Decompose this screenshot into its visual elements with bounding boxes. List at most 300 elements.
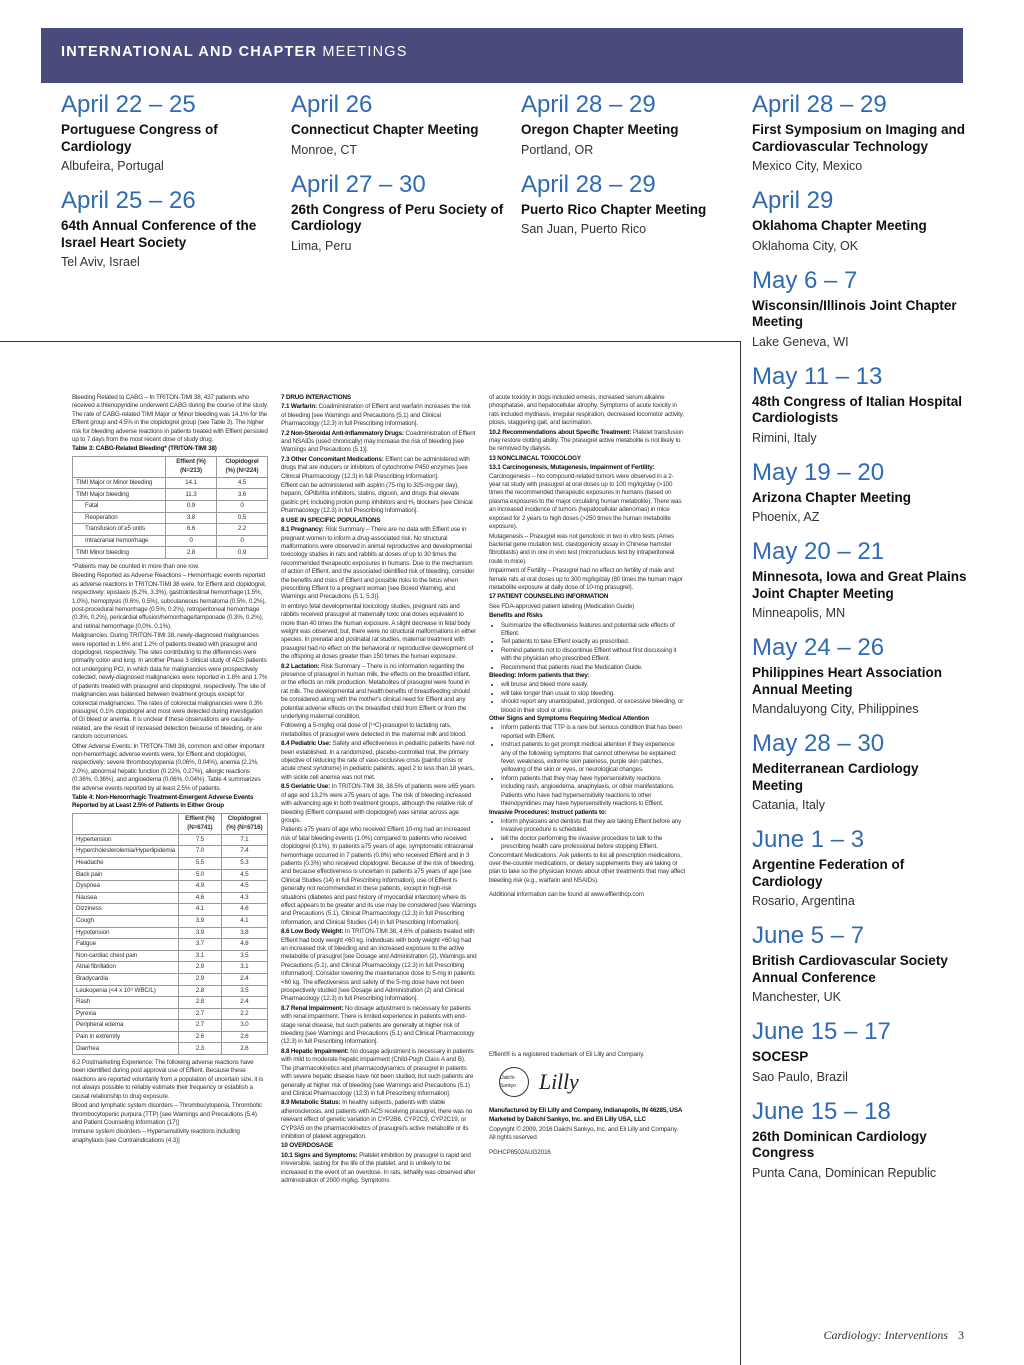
meeting-date: May 20 – 21 (752, 538, 885, 565)
meeting-location: San Juan, Puerto Rico (521, 222, 647, 236)
pi-paragraph (281, 526, 477, 602)
pi-text: Risk Summary – There is no information regarding the presence of prasugrel in human milk, the effects on the breastfed infant, or the effects on milk production. Metabolites of prasugrel were found in rat milk. The developmental and health benefits of breastfeeding should be considered along with the mother's clinical need for Effient and any potential adverse effects on the breastfed child from Effient or from the underlying maternal condition. (281, 662, 471, 721)
pi-column-2 (281, 394, 477, 1186)
table-cell: 3.8 (221, 927, 267, 939)
meeting-location: Phoenix, AZ (752, 510, 820, 524)
list-item: • inform physicians and dentists that they are taking Effient before any invasive procedure is scheduled. (501, 818, 685, 835)
pi-paragraph (281, 1152, 477, 1186)
table-cell: 0.9 (166, 501, 217, 513)
pi-heading: 13 NONCLINICAL TOXICOLOGY (489, 454, 581, 462)
table-cell: 11.3 (166, 489, 217, 501)
pi-bleeding-ae: Bleeding Reported as Adverse Reactions – Hemorrhagic events reported as adverse reactions in TRITON-TIMI 38 were, for Effient and clopidogrel, respectively: epistaxis (6.2%, 3.3%), gastrointestinal hemorrhage (1.5%, 1.0%), hemoptysis (0.6%, 0.5%), subcutaneous hematoma (0.5%, 0.2%), post-procedural hemorrhage (0.5%, 0.2%), retroperitoneal hemorrhage (0.3%, 0.2%), pericardial effusion/hemorrhage/tamponade (0.3%, 0.2%), and retinal hemorrhage (0.0%, 0.1%). (72, 572, 267, 630)
table-cell: Fatal (73, 501, 166, 513)
meeting-entry (521, 172, 739, 238)
meeting-entry (752, 268, 970, 350)
pi-heading: 8.2 Lactation: (281, 662, 320, 670)
list-item: • should report any unanticipated, prolonged, or excessive bleeding, or blood in their stool or urine. (501, 698, 685, 715)
pi-heading: 8.8 Hepatic Impairment: (281, 1047, 349, 1055)
table-row (73, 973, 268, 985)
lilly-logo: Lilly (539, 1068, 579, 1094)
company-logos (499, 1067, 685, 1097)
pi-column-1 (72, 394, 268, 1146)
meetings-column-1 (61, 92, 279, 284)
other-signs-heading: Other Signs and Symptoms Requiring Medical Attention (489, 715, 649, 723)
table-cell: 4.9 (179, 881, 222, 893)
pi-paragraph (281, 456, 477, 481)
pi-text: Coadministration of Effient and NSAIDs (used chronically) may increase the risk of bleeding [see Warnings and Precautions (5.1)]. (281, 429, 476, 454)
table-cell: 2.7 (179, 1008, 222, 1020)
table-row (73, 489, 268, 501)
pi-text: Effient can be administered with drugs that are inducers or inhibitors of cytochrome P450 enzymes [see Clinical Pharmacology (12.3) in full Prescribing Information]. (281, 455, 470, 480)
pi-heading: 7 DRUG INTERACTIONS (281, 394, 351, 401)
meeting-date: April 27 – 30 (291, 170, 426, 198)
table-cell: 5.5 (179, 857, 222, 869)
table-cell: 0.9 (217, 547, 268, 559)
meeting-date: May 6 – 7 (752, 266, 858, 294)
meeting-date: May 28 – 30 (752, 730, 885, 757)
table-cell: 3.1 (179, 950, 222, 962)
pi-heading: 8.9 Metabolic Status: (281, 1099, 341, 1107)
meeting-entry (752, 923, 970, 1005)
table-cell: 2.2 (217, 524, 268, 536)
pi-heading: 10.1 Signs and Symptoms: (281, 1151, 358, 1159)
meeting-title: Minnesota, Iowa and Great Plains Joint Chapter Meeting (752, 569, 967, 601)
meeting-date: June 5 – 7 (752, 922, 865, 949)
table-cell: 7.5 (179, 834, 222, 846)
pi-paragraph (281, 783, 477, 825)
table-cell: 2.9 (179, 973, 222, 985)
meeting-title: 26th Congress of Peru Society of Cardiology (291, 201, 504, 233)
table-cell: 2.6 (221, 1031, 267, 1043)
meeting-title: Mediterranean Cardiology Meeting (752, 761, 919, 793)
table-cell: 2.4 (221, 973, 267, 985)
table3-note: *Patients may be counted in more than one row. (72, 563, 200, 570)
table-cell: 2.6 (179, 1031, 222, 1043)
meeting-location: Lima, Peru (291, 238, 352, 253)
pi-heading: 10.2 Recommendations about Specific Treatment: (489, 428, 632, 436)
pi-paragraph (281, 430, 477, 455)
meeting-date: June 1 – 3 (752, 826, 865, 853)
table-cell: TIMI Major bleeding (73, 489, 166, 501)
table-row (73, 547, 268, 559)
header-banner (41, 28, 963, 83)
pi-text: Platelet inhibition by prasugrel is rapid and irreversible, lasting for the life of the platelet, and is unlikely to be increased in the event of an overdose. In rats, lethality was observed after administration of 2000 mg/kg. Symptoms (281, 1151, 476, 1184)
table-row (73, 524, 268, 536)
meetings-column-3 (521, 92, 739, 251)
table-cell: 0 (217, 535, 268, 547)
table-cell: Pain in extremity (73, 1031, 179, 1043)
meeting-date: April 29 (752, 187, 834, 214)
meeting-entry (752, 1019, 970, 1085)
copyright-line: Copyright © 2009, 2016 Daiichi Sankyo, Inc. and Eli Lilly and Company. All rights reserved. (489, 1125, 678, 1142)
pi-paragraph (489, 429, 685, 454)
pi-column-3 (489, 394, 685, 1158)
pi-paragraph (489, 394, 685, 428)
table-cell: 3.8 (166, 512, 217, 524)
table-cell: Intracranial hemorrhage (73, 535, 166, 547)
table-row (73, 1043, 268, 1055)
meeting-title: Arizona Chapter Meeting (752, 489, 912, 505)
meeting-date: April 28 – 29 (521, 170, 656, 198)
meeting-entry (752, 539, 970, 621)
meeting-title: Puerto Rico Chapter Meeting (521, 201, 707, 217)
meeting-entry (752, 364, 970, 446)
pi-paragraph (489, 464, 685, 531)
table-header-cell: Effient (%) (N=213) (166, 456, 217, 477)
meeting-location: Lake Geneva, WI (752, 334, 849, 349)
meeting-title: Argentine Federation of Cardiology (752, 857, 905, 889)
table-row (73, 927, 268, 939)
table-cell: 4.6 (221, 904, 267, 916)
pi-heading: 8.6 Low Body Weight: (281, 928, 344, 936)
pi-paragraph (489, 593, 685, 601)
list-item: • Summarize the effectiveness features and potential side effects of Effient. (501, 622, 685, 639)
table-row (73, 834, 268, 846)
table-cell: Nausea (73, 892, 179, 904)
table-row (73, 1020, 268, 1032)
pi-paragraph (281, 826, 477, 927)
list-item: • Inform patients that TTP is a rare but serious condition that has been reported with Effient. (501, 724, 685, 741)
table-cell: 3.9 (179, 927, 222, 939)
table-row (73, 892, 268, 904)
meeting-title: 64th Annual Conference of the Israel Heart Society (61, 218, 257, 250)
pi-heading: 17 PATIENT COUNSELING INFORMATION (489, 593, 609, 601)
meeting-title: Philippines Heart Association Annual Meeting (752, 665, 943, 697)
meeting-location: Mandaluyong City, Philippines (752, 702, 919, 716)
benefits-risks-list (489, 622, 685, 672)
pi-heading: Benefits and Risks (489, 612, 543, 620)
pi-text: Patients ≥75 years of age who received Effient 10-mg had an increased risk of fatal bleeding events (1.0%) compared to patients who received clopidogrel (0.1%). In patients ≥75 years of age, symptomatic intracranial hemorrhage occurred in 7 patients (0.8%) who received Effient and in 3 patients (0.3%) who received clopidogrel. Because of the risk of bleeding, and because effectiveness is uncertain in patients ≥75 years of age [see Clinical Studies (14) in full Prescribing Information], use of Effient is generally not recommended in these patients, except in high-risk situations (diabetes and past history of myocardial infarction) where its effect appears to be greater and its use may be considered [see Warnings and Precautions (5.1), Clinical Pharmacology (12.3) in full Prescribing Information, and Clinical Studies (14) in full Prescribing Information]. (281, 826, 477, 926)
meeting-entry (752, 827, 970, 909)
table-row (73, 915, 268, 927)
pi-paragraph (281, 603, 477, 662)
pi-heading: 7.3 Other Concomitant Medications: (281, 455, 384, 463)
table-cell: 4.5 (221, 881, 267, 893)
table-cell: 4.6 (179, 892, 222, 904)
meeting-title: Connecticut Chapter Meeting (291, 122, 479, 137)
table-cell: 14.1 (166, 477, 217, 489)
table-row (73, 997, 268, 1009)
table-header-cell: Clopidogrel (%) (N=6716) (221, 813, 267, 834)
meeting-location: Sao Paulo, Brazil (752, 1069, 848, 1084)
meeting-title: Portuguese Congress of Cardiology (61, 122, 218, 154)
list-item: • will take longer than usual to stop bleeding. (501, 690, 685, 698)
table-cell: 2.6 (221, 1043, 267, 1055)
meetings-column-2 (291, 92, 509, 268)
table-cell: Rash (73, 997, 179, 1009)
table-cell: Non-cardiac chest pain (73, 950, 179, 962)
meeting-location: Punta Cana, Dominican Republic (752, 1165, 937, 1180)
pi-text: In TRITON-TIMI 38, 4.6% of patients treated with Effient had body weight <60 kg. Individuals with body weight <60 kg had an increased risk of bleeding and an increased exposure to the active metabolite of prasugrel [see Dosage and Administration (2), Warnings and Precautions (5.1), and Clinical Pharmacology (12.3) in full Prescribing Information]. Consider lowering the maintenance dose to 5-mg in patients <60 kg. The effectiveness and safety of the 5-mg dose have not been prospectively studied [see Dosage and Administration (2) and Clinical Pharmacology (12.3) in full Prescribing Information]. (281, 928, 477, 1003)
invasive-heading: Invasive Procedures: Instruct patients to: (489, 808, 607, 816)
meeting-location: Manchester, UK (752, 990, 841, 1004)
trademark-note: Effient® is a registered trademark of Eli Lilly and Company. (489, 1050, 645, 1058)
pi-heading: 13.1 Carcinogenesis, Mutagenesis, Impairment of Fertility: (489, 464, 655, 472)
table-cell: 2.9 (179, 962, 222, 974)
pi-heading: 8.5 Geriatric Use: (281, 783, 331, 791)
table-cell: 3.5 (221, 985, 267, 997)
table-cell: 7.1 (221, 834, 267, 846)
pi-frame-top-border (0, 341, 740, 342)
pi-heading: 8 USE IN SPECIFIC POPULATIONS (281, 516, 381, 524)
pi-text: No dosage adjustment is necessary for patients with renal impairment. There is limited experience in patients with end-stage renal disease, but such patients are generally at higher risk of bleeding [see Warnings and Precautions (5.1) and Clinical Pharmacology (12.3) in full Prescribing Information]. (281, 1004, 475, 1046)
pi-malignancies: Malignancies: During TRITON-TIMI 38, newly-diagnosed malignancies were reported in 1.6% and 1.2% of patients treated with prasugrel and clopidogrel, respectively. The sites contributing to the differences were primarily colon and lung. In another Phase 3 clinical study of ACS patients not undergoing PCI, in which data for malignancies were prospectively collected, newly-diagnosed malignancies were reported in 1.8% and 1.7% of patients treated with prasugrel and clopidogrel, respectively. The site of malignancies was balanced between treatment groups except for colorectal malignancies. The rates of colorectal malignancies were 0.3% prasugrel, 0.1% clopidogrel and most were detected during investigation of GI bleed or anemia. It is unclear if these observations are causally-related, are the result of increased detection because of bleeding, or are random occurrences. (72, 632, 268, 741)
meeting-date: May 24 – 26 (752, 634, 885, 661)
meeting-entry (291, 92, 509, 158)
table-cell: 4.1 (221, 915, 267, 927)
pi-text: See FDA-approved patient labeling (Medication Guide) (489, 602, 635, 610)
table-row (73, 477, 268, 489)
pi-text: Coadministration of Effient and warfarin increases the risk of bleeding [see Warnings and Precautions (5.1) and Clinical Pharmacology (12.3) in full Prescribing Information]. (281, 403, 471, 428)
bleeding-list (489, 681, 685, 715)
pi-other-ae: Other Adverse Events: In TRITON-TIMI 38, common and other important non-hemorrhagic adverse events were, for Effient and clopidogrel, respectively: severe thrombocytopenia (0.06%, 0.04%), anemia (2.2%, 2.0%), abnormal hepatic function (0.22%, 0.27%), allergic reactions (0.36%, 0.36%), and angioedema (0.06%, 0.04%). Table 4 summarizes the adverse events reported by at least 2.5% of patients. (72, 742, 265, 792)
table-cell: 0 (217, 501, 268, 513)
table-cell: Back pain (73, 869, 179, 881)
table-cell: Transfusion of ≥5 units (73, 524, 166, 536)
table-cell: 7.0 (179, 846, 222, 858)
table-cell: 5.0 (179, 869, 222, 881)
table-cell: Leukopenia (<4 x 10⁹ WBC/L) (73, 985, 179, 997)
pi-text: In TRITON-TIMI 38, 38.5% of patients were ≥65 years of age and 13.2% were ≥75 years of age. The risk of bleeding increased with advancing age in both treatment groups, although the relative risk of bleeding (Effient compared with clopidogrel) was similar across age groups. (281, 783, 475, 824)
table-cell: 4.8 (221, 939, 267, 951)
table-header-cell (73, 456, 166, 477)
meeting-date: June 15 – 18 (752, 1097, 891, 1125)
pi-paragraph (281, 928, 477, 1004)
pi-paragraph (489, 612, 685, 620)
meeting-date: May 11 – 13 (752, 362, 883, 390)
table3-title: Table 3: CABG-Related Bleeding* (TRITON-TIMI 38) (72, 445, 217, 453)
meeting-title: British Cardiovascular Society Annual Conference (752, 953, 948, 985)
table-cell: Headache (73, 857, 179, 869)
table-row (73, 846, 268, 858)
meeting-location: Rosario, Argentina (752, 894, 855, 908)
meeting-entry (752, 188, 970, 254)
meeting-date: June 15 – 17 (752, 1018, 891, 1045)
page-number: 3 (958, 1328, 964, 1342)
meeting-location: Monroe, CT (291, 142, 357, 157)
pi-paragraph (281, 394, 477, 402)
pi-paragraph (281, 740, 477, 782)
table-cell: 4.1 (179, 904, 222, 916)
table-row (73, 535, 268, 547)
invasive-list (489, 818, 685, 852)
meeting-entry (752, 92, 970, 174)
table-cell: 2.8 (179, 985, 222, 997)
page-footer (823, 1328, 964, 1343)
meeting-entry (291, 172, 509, 254)
table-cell: Hypotension (73, 927, 179, 939)
meeting-title: SOCESP (752, 1049, 809, 1064)
table-row (73, 881, 268, 893)
meetings-column-4 (752, 92, 970, 1195)
list-item: • will bruise and bleed more easily. (501, 681, 685, 689)
table-cell: 3.5 (221, 950, 267, 962)
pi-heading: 10 OVERDOSAGE (281, 1142, 333, 1150)
meeting-date: May 19 – 20 (752, 458, 885, 486)
pi-text: Safety and effectiveness in pediatric patients have not been established. In a randomized, placebo-controlled trial, the primary objective of reducing the rate of vaso-occlusive crisis (painful crisis or acute chest syndrome) in pediatric patients, aged 2 to less than 18 years, with sickle cell anemia was not met. (281, 740, 475, 781)
meeting-location: Mexico City, Mexico (752, 159, 863, 173)
table-cell: 3.9 (179, 915, 222, 927)
pi-immune-disorders: Immune system disorders – Hypersensitivity reactions including anaphylaxis [see Contraindications (4.3)] (72, 1128, 240, 1144)
pi-paragraph (489, 533, 685, 567)
table-cell: 0.5 (217, 512, 268, 524)
meeting-location: Oklahoma City, OK (752, 238, 859, 253)
meeting-entry (61, 188, 279, 270)
table-row (73, 962, 268, 974)
meeting-date: April 22 – 25 (61, 91, 196, 118)
pi-paragraph (281, 1048, 477, 1098)
meeting-location: Portland, OR (521, 142, 594, 157)
table-cell: 2.8 (166, 547, 217, 559)
pi-heading: 8.1 Pregnancy: (281, 526, 324, 534)
meeting-date: April 26 (291, 91, 373, 118)
table-row (73, 1031, 268, 1043)
meeting-title: Oklahoma Chapter Meeting (752, 218, 927, 233)
marketer-line: Marketed by Daiichi Sankyo, Inc. and Eli Lilly USA, LLC (489, 1116, 646, 1124)
pi-paragraph (489, 603, 685, 611)
meeting-entry (752, 460, 970, 526)
table-cell: Atrial fibrillation (73, 962, 179, 974)
table-cell: 3.6 (217, 489, 268, 501)
daiichi-sankyo-logo: Daiichi-Sankyo (499, 1067, 529, 1097)
table-cell: 3.1 (221, 962, 267, 974)
table-cell: 2.4 (221, 997, 267, 1009)
pi-text: Following a 5-mg/kg oral dose of [¹⁴C]-prasugrel to lactating rats, metabolites of prasugrel were detected in the maternal milk and blood. (281, 722, 467, 738)
pi-paragraph (489, 455, 685, 463)
additional-info: Additional information can be found at www.effienthcp.com (489, 891, 644, 899)
pi-paragraph (281, 1142, 477, 1150)
table4-adverse-events (72, 813, 268, 1055)
table-header-cell (73, 813, 179, 834)
table-cell: 2.3 (179, 1043, 222, 1055)
list-item: • Remind patients not to discontinue Effient without first discussing it with the physician who prescribed Effient. (501, 647, 685, 664)
pi-text: Platelet transfusion may restore clotting ability. The prasugrel active metabolite is not likely to be removed by dialysis. (489, 428, 684, 453)
table-cell: 3.0 (221, 1020, 267, 1032)
table-cell: Hypercholesterolemia/Hyperlipidemia (73, 846, 179, 858)
pi-frame-right-border (740, 341, 741, 1365)
other-signs-list (489, 724, 685, 808)
pi-postmarketing: 6.2 Postmarketing Experience: The following adverse reactions have been identified during post approval use of Effient. Because these reactions are reported voluntarily from a population of uncertain size, it is not always possible to reliably estimate their frequency or establish a causal relationship to drug exposure. (72, 1059, 264, 1100)
meeting-title: First Symposium on Imaging and Cardiovascular Technology (752, 122, 966, 154)
list-item: • tell the doctor performing the invasive procedure to talk to the prescribing health care professional before stopping Effient. (501, 835, 685, 852)
table-row (73, 512, 268, 524)
pi-text: In embryo fetal developmental toxicology studies, pregnant rats and rabbits received prasugrel at maternally toxic oral doses equivalent to more than 40 times the human exposure. A slight decrease in fetal body weight was observed; but, there were no structural malformations in either species. In prenatal and postnatal rat studies, maternal treatment with prasugrel had no effect on the behavioral or reproductive development of the offspring at doses greater than 150 times the human exposure. (281, 602, 477, 661)
pi-text: Effient can be administered with aspirin (75-mg to 325-mg per day), heparin, GPIIb/IIIa inhibitors, statins, digoxin, and drugs that elevate gastric pH, including proton pump inhibitors and H₂ blockers [see Clinical Pharmacology (12.3) in full Prescribing Information]. (281, 482, 473, 515)
pi-text: Impairment of Fertility – Prasugrel had no effect on fertility of male and female rats at oral doses up to 300 mg/kg/day (80 times the human major metabolite exposure at daily dose of 10-mg prasugrel). (489, 567, 683, 591)
table-row (73, 501, 268, 513)
pi-cabg-intro: Bleeding Related to CABG – In TRITON-TIMI 38, 437 patients who received a thienopyridine underwent CABG during the course of the study. The rate of CABG-related TIMI Major or Minor bleeding was 14.1% for the Effient group and 4.5% in the clopidogrel group (see Table 3). The higher risk for bleeding adverse reactions in patients treated with Effient persisted up to 7 days from the most recent dose of study drug. (72, 394, 268, 444)
meeting-date: April 28 – 29 (752, 91, 887, 118)
table-cell: 4.5 (217, 477, 268, 489)
pi-text: Mutagenesis – Prasugrel was not genotoxic in two in vitro tests (Ames bacterial gene mutation test, clastogenicity assay in Chinese hamster fibroblasts) and in one in vivo test (micronucleus test by intraperitoneal route in mice). (489, 532, 675, 565)
pi-text: No dosage adjustment is necessary in patients with mild to moderate hepatic impairment (Child-Pugh Class A and B). The pharmacokinetics and pharmacodynamics of prasugrel in patients with severe hepatic disease have not been studied, but such patients are generally at higher risk of bleeding [see Warnings and Precautions (5.1) and Clinical Pharmacology (12.3) in full Prescribing Information]. (281, 1047, 474, 1097)
table-cell: Dizziness (73, 904, 179, 916)
table-cell: Diarrhea (73, 1043, 179, 1055)
table-row (73, 985, 268, 997)
journal-name: Cardiology: Interventions (823, 1328, 948, 1342)
meeting-title: Wisconsin/Illinois Joint Chapter Meeting (752, 297, 957, 329)
meeting-location: Minneapolis, MN (752, 606, 846, 620)
meeting-entry (521, 92, 739, 158)
table-row (73, 904, 268, 916)
table-row (73, 857, 268, 869)
concomitant-medications: Concomitant Medications: Ask patients to list all prescription medications, over-the-counter medications, or dietary supplements they are taking or plan to take so the physician knows about other treatments that may affect bleeding risk (e.g., warfarin and NSAIDs). (489, 851, 685, 884)
pi-paragraph (489, 567, 685, 592)
pi-paragraph (281, 482, 477, 516)
pi-heading: 7.2 Non-Steroidal Anti-Inflammatory Drugs: (281, 429, 404, 437)
document-code: PGHCP8502AUG2016 (489, 1148, 551, 1156)
table-cell: 2.2 (221, 1008, 267, 1020)
table-cell: Hypertension (73, 834, 179, 846)
table-cell: 4.3 (221, 892, 267, 904)
pi-paragraph (281, 1099, 477, 1141)
table-cell: 5.3 (221, 857, 267, 869)
meeting-entry (752, 731, 970, 813)
meeting-entry (752, 635, 970, 717)
pi-paragraph (281, 403, 477, 428)
pi-text: In healthy subjects, patients with stable atherosclerosis, and patients with ACS receiving prasugrel, there was no relevant effect of genetic variation in CYP2B6, CYP2C9, CYP2C19, or CYP3A5 on the pharmacokinetics of prasugrel's active metabolite or its inhibition of platelet aggregation. (281, 1099, 473, 1140)
table-cell: Reoperation (73, 512, 166, 524)
meeting-entry (61, 92, 279, 174)
table-cell: 0 (166, 535, 217, 547)
table-cell: 3.7 (179, 939, 222, 951)
meeting-title: 26th Dominican Cardiology Congress (752, 1128, 927, 1160)
table-cell: TIMI Major or Minor bleeding (73, 477, 166, 489)
table-cell: Peripheral edema (73, 1020, 179, 1032)
pi-text: Carcinogenesis – No compound-related tumors were observed in a 2-year rat study with prasugrel at oral doses up to 100 mg/kg/day (>100 times the recommended therapeutic exposures in humans (based on plasma exposures to the major circulating human metabolite). There was an increased incidence of tumors (hepatocellular adenomas) in mice exposed for 2 years to high doses (>250 times the human metabolite exposure). (489, 472, 682, 531)
meeting-title: Oregon Chapter Meeting (521, 122, 679, 137)
table-cell: 2.8 (179, 997, 222, 1009)
meeting-location: Tel Aviv, Israel (61, 255, 140, 269)
table-row (73, 939, 268, 951)
table-header-cell: Effient (%) (N=6741) (179, 813, 222, 834)
table-cell: Dyspnea (73, 881, 179, 893)
pi-heading: 7.1 Warfarin: (281, 403, 317, 411)
table-cell: TIMI Minor bleeding (73, 547, 166, 559)
table-cell: Fatigue (73, 939, 179, 951)
pi-heading: 8.7 Renal Impairment: (281, 1004, 344, 1012)
list-item: • Instruct patients to get prompt medical attention if they experience any of the following symptoms that cannot otherwise be explained: fever, weakness, extreme skin paleness, purple skin patches, yellowing of the skin or eyes, or neurological changes. (501, 741, 685, 775)
table-cell: Pyrexia (73, 1008, 179, 1020)
table-cell: Cough (73, 915, 179, 927)
pi-paragraph (281, 517, 477, 525)
meeting-date: April 25 – 26 (61, 187, 196, 214)
table-cell: 7.4 (221, 846, 267, 858)
pi-blood-disorders: Blood and lymphatic system disorders – Thrombocytopenia, Thrombotic thrombocytopenic purpura (TTP) [see Warnings and Precautions (5.4) and Patient Counseling Information (17)] (72, 1102, 262, 1126)
table-row (73, 950, 268, 962)
table-cell: 2.7 (179, 1020, 222, 1032)
list-item: • Recommend that patients read the Medication Guide. (501, 664, 685, 672)
meeting-location: Rimini, Italy (752, 430, 817, 445)
table3-cabg-bleeding (72, 456, 268, 559)
table-row (73, 869, 268, 881)
meeting-entry (752, 1099, 970, 1181)
manufacturer-line: Manufactured by Eli Lilly and Company, Indianapolis, IN 46285, USA (489, 1106, 683, 1114)
table-header-cell: Clopidogrel (%) (N=224) (217, 456, 268, 477)
pi-paragraph (281, 1005, 477, 1047)
table-cell: 6.6 (166, 524, 217, 536)
bleeding-heading: Bleeding: Inform patients that they: (489, 672, 590, 679)
table-cell: Bradycardia (73, 973, 179, 985)
meeting-title: 48th Congress of Italian Hospital Cardiologists (752, 393, 963, 425)
list-item: • Tell patients to take Effient exactly as prescribed. (501, 638, 685, 646)
meeting-location: Catania, Italy (752, 798, 825, 812)
table4-title: Table 4: Non-Hemorrhagic Treatment-Emergent Adverse Events Reported by at Least 2.5% of Patients in Either Group (72, 793, 254, 810)
pi-heading: 8.4 Pediatric Use: (281, 740, 331, 748)
meeting-date: April 28 – 29 (521, 91, 656, 118)
meeting-location: Albufeira, Portugal (61, 159, 164, 173)
table-row (73, 1008, 268, 1020)
